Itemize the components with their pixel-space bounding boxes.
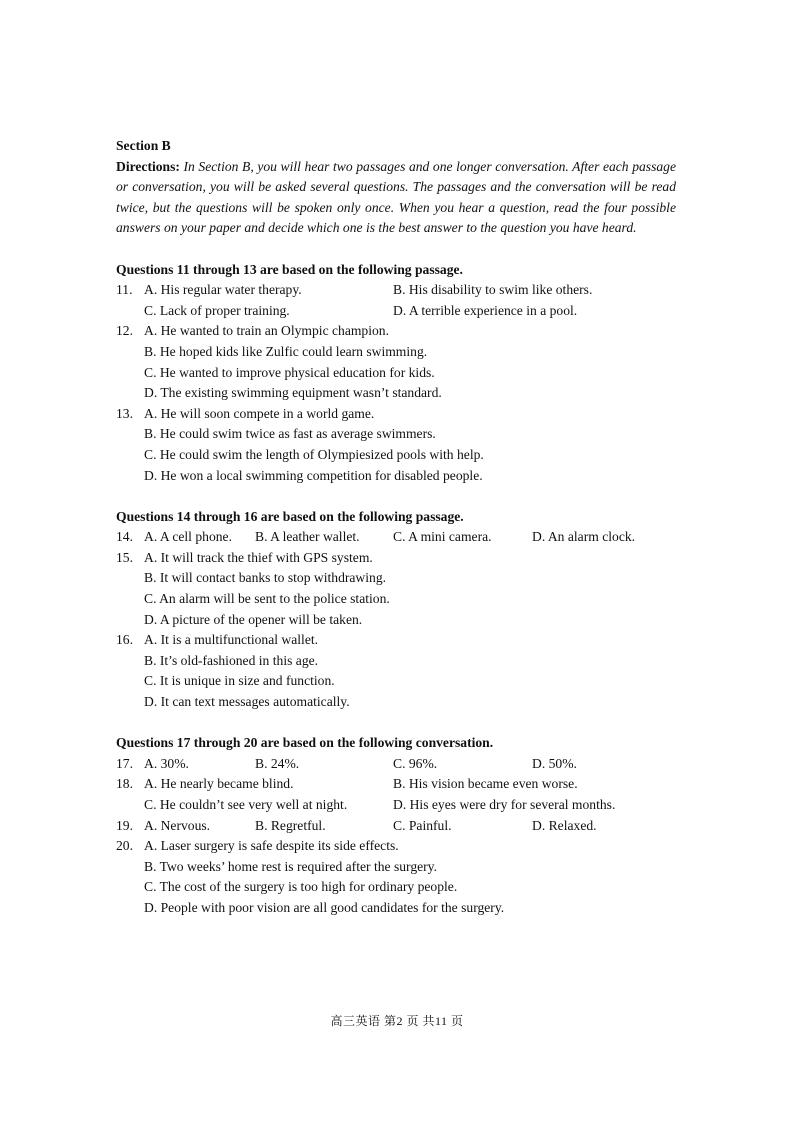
question-row: [116, 877, 676, 898]
question-number: 14.: [116, 529, 133, 545]
question-row: [116, 795, 676, 816]
answer-option: B. He could swim twice as fast as average swimmers.: [144, 426, 436, 442]
answer-option: A. Laser surgery is safe despite its side effects.: [144, 838, 399, 854]
answer-option: C. A mini camera.: [393, 529, 492, 545]
answer-option: B. He hoped kids like Zulfic could learn swimming.: [144, 343, 428, 359]
question: [116, 527, 676, 548]
question-row: [116, 383, 676, 404]
answer-option: D. An alarm clock.: [532, 529, 636, 545]
answer-option: A. It is a multifunctional wallet.: [144, 632, 319, 648]
answer-option: C. Painful.: [393, 817, 452, 833]
answer-option: C. He wanted to improve physical education for kids.: [144, 364, 435, 380]
answer-option: C. It is unique in size and function.: [144, 673, 335, 689]
question-row: [116, 548, 676, 569]
answer-option: A. He nearly became blind.: [144, 776, 294, 792]
question-number: 20.: [116, 838, 133, 854]
question: [116, 321, 676, 403]
question: [116, 754, 676, 775]
answer-option: D. 50%.: [532, 755, 577, 771]
question-groups: [116, 260, 676, 919]
question-row: [116, 836, 676, 857]
question-row: [116, 363, 676, 384]
answer-option: D. He won a local swimming competition for disabled people.: [144, 467, 483, 483]
question-row: [116, 527, 676, 548]
question-group: [116, 733, 676, 918]
answer-option: A. His regular water therapy.: [144, 282, 302, 298]
answer-option: B. Regretful.: [255, 817, 326, 833]
question-number: 15.: [116, 549, 133, 565]
answer-option: C. He could swim the length of Olympiesized pools with help.: [144, 446, 484, 462]
answer-option: D. It can text messages automatically.: [144, 694, 350, 710]
question-row: [116, 651, 676, 672]
question-row: [116, 280, 676, 301]
answer-option: B. 24%.: [255, 755, 300, 771]
question-row: [116, 610, 676, 631]
answer-option: B. It’s old-fashioned in this age.: [144, 652, 319, 668]
question: [116, 404, 676, 486]
answer-option: C. The cost of the surgery is too high for ordinary people.: [144, 879, 458, 895]
answer-option: D. Relaxed.: [532, 817, 597, 833]
answer-option: D. His eyes were dry for several months.: [393, 797, 616, 812]
question-group: [116, 507, 676, 713]
answer-option: D. The existing swimming equipment wasn’t standard.: [144, 385, 442, 401]
question-number: 19.: [116, 817, 133, 833]
question-row: [116, 589, 676, 610]
answer-option: B. A leather wallet.: [255, 529, 360, 545]
question: [116, 836, 676, 918]
answer-option: A. Nervous.: [144, 817, 211, 833]
question-row: [116, 671, 676, 692]
answer-option: D. A picture of the opener will be taken.: [144, 611, 363, 627]
answer-option: D. A terrible experience in a pool.: [393, 302, 578, 318]
question-row: [116, 445, 676, 466]
question: [116, 774, 676, 815]
question-row: [116, 692, 676, 713]
answer-option: C. 96%.: [393, 755, 438, 771]
question-row: [116, 301, 676, 322]
answer-option: C. He couldn’t see very well at night.: [144, 797, 348, 812]
question-group: [116, 260, 676, 487]
question-number: 13.: [116, 405, 133, 421]
question-row: [116, 630, 676, 651]
question-row: [116, 342, 676, 363]
group-title: Questions 14 through 16 are based on the following passage.: [116, 508, 464, 524]
answer-option: B. Two weeks’ home rest is required after the surgery.: [144, 858, 437, 874]
question: [116, 548, 676, 630]
group-title: Questions 11 through 13 are based on the following passage.: [116, 261, 463, 277]
question-row: [116, 568, 676, 589]
question-row: [116, 466, 676, 487]
question: [116, 816, 676, 837]
question-number: 18.: [116, 776, 133, 792]
question: [116, 630, 676, 712]
answer-option: B. It will contact banks to stop withdrawing.: [144, 570, 387, 586]
answer-option: C. An alarm will be sent to the police station.: [144, 591, 390, 607]
answer-option: B. His disability to swim like others.: [393, 282, 593, 298]
section-title: Section B: [116, 138, 171, 153]
directions: [116, 157, 676, 239]
directions-lead: Directions:: [116, 158, 180, 174]
question-row: [116, 754, 676, 775]
group-title: Questions 17 through 20 are based on the following conversation.: [116, 735, 494, 751]
question: [116, 280, 676, 321]
answer-option: B. His vision became even worse.: [393, 776, 578, 792]
question-row: [116, 774, 676, 795]
answer-option: A. He wanted to train an Olympic champion.: [144, 323, 389, 339]
question-row: [116, 816, 676, 837]
answer-option: A. It will track the thief with GPS system.: [144, 549, 373, 565]
answer-option: C. Lack of proper training.: [144, 302, 290, 318]
question-row: [116, 857, 676, 878]
question-number: 16.: [116, 632, 133, 648]
question-row: [116, 424, 676, 445]
answer-option: A. A cell phone.: [144, 529, 232, 545]
question-row: [116, 404, 676, 425]
question-number: 12.: [116, 323, 133, 339]
answer-option: D. People with poor vision are all good candidates for the surgery.: [144, 899, 505, 915]
page-footer: 高三英语 第2 页 共11 页: [330, 1014, 464, 1028]
question-row: [116, 898, 676, 919]
question-row: [116, 321, 676, 342]
exam-page: [116, 136, 676, 919]
answer-option: A. 30%.: [144, 755, 189, 771]
answer-option: A. He will soon compete in a world game.: [144, 405, 375, 421]
question-number: 11.: [116, 282, 133, 298]
question-number: 17.: [116, 755, 133, 771]
directions-body: In Section B, you will hear two passages and one longer conversation. After each passage or conversation, you will be asked several questions. The passages and the conversation will be read twice, but the questions will be spoken only once. When you hear a question, read the four possible answers on your paper and decide which one is the best answer to the question you have heard.: [116, 158, 676, 236]
